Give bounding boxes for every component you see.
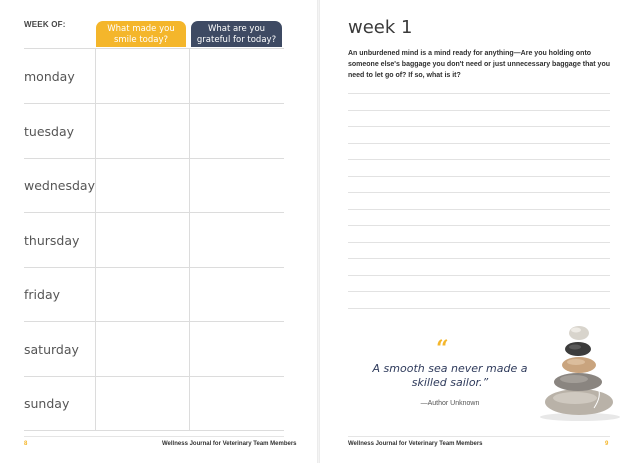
page-number: 8 — [24, 441, 28, 447]
right-page — [320, 0, 637, 463]
writing-line — [348, 209, 610, 210]
writing-line — [348, 110, 610, 111]
day-label-saturday: saturday — [24, 342, 79, 357]
footer-rule — [24, 436, 284, 437]
writing-line — [348, 192, 610, 193]
day-label-monday: monday — [24, 69, 75, 84]
day-label-sunday: sunday — [24, 396, 70, 411]
quote-author: —Author Unknown — [420, 400, 480, 407]
quote-mark: “ — [436, 336, 449, 362]
day-label-tuesday: tuesday — [24, 124, 75, 139]
writing-line — [348, 242, 610, 243]
writing-line — [348, 291, 610, 292]
grateful-entries-area[interactable] — [190, 49, 284, 430]
writing-line — [348, 275, 610, 276]
left-page — [0, 0, 317, 463]
day-label-friday: friday — [24, 287, 61, 302]
quote-text: A smooth sea never made a skilled sailor.” — [372, 362, 528, 389]
stacked-stones-illustration — [532, 318, 626, 422]
day-label-thursday: thursday — [24, 233, 80, 248]
writing-line — [348, 126, 610, 127]
smile-column-header: What made you smile today? — [96, 21, 186, 47]
smile-entries-area[interactable] — [96, 49, 189, 430]
footer-rule — [348, 436, 610, 437]
page-number: 9 — [605, 441, 609, 447]
writing-line — [348, 93, 610, 94]
day-label-wednesday: wednesday — [24, 178, 95, 193]
writing-line — [348, 176, 610, 177]
footer-title: Wellness Journal for Veterinary Team Members — [162, 441, 297, 447]
grateful-column-header: What are you grateful for today? — [191, 21, 282, 47]
week-title: week 1 — [348, 17, 413, 38]
writing-line — [348, 143, 610, 144]
journal-prompt: An unburdened mind is a mind ready for anything—Are you holding onto someone else's baggage you don't need or just unnecessary baggage that you need to let go of? If so, what is it? — [348, 50, 611, 79]
footer-title: Wellness Journal for Veterinary Team Members — [348, 441, 483, 447]
writing-line — [348, 225, 610, 226]
writing-line — [348, 159, 610, 160]
writing-line — [348, 308, 610, 309]
grid-line — [24, 430, 284, 431]
writing-line — [348, 258, 610, 259]
week-of-label: WEEK OF: — [24, 20, 66, 29]
